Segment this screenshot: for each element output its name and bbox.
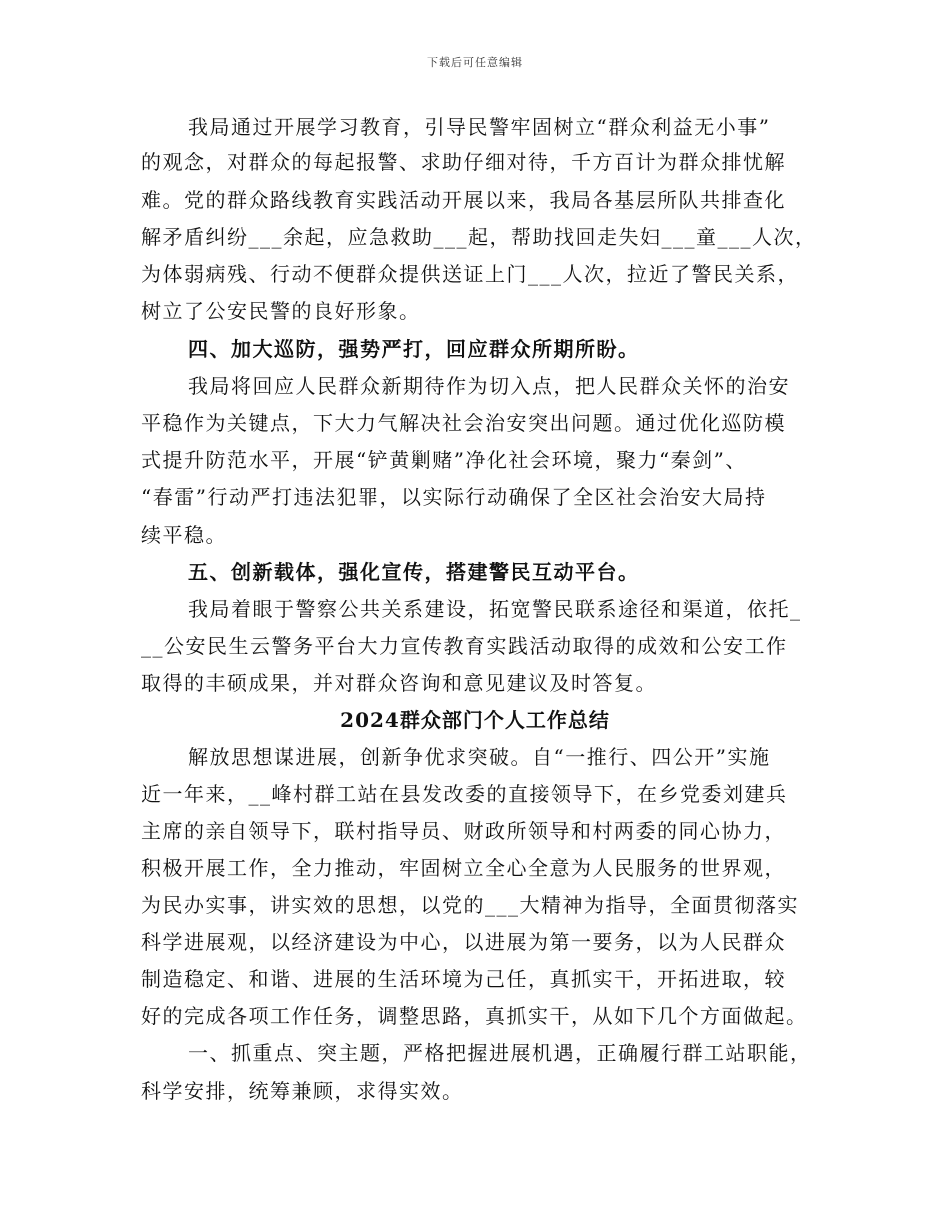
paragraph-line: “春雷”行动严打违法犯罪，以实际行动确保了全区社会治安大局持 [141, 485, 767, 509]
paragraph-line: 取得的丰硕成果，并对群众咨询和意见建议及时答复。 [141, 671, 657, 695]
paragraph-line: 解放思想谋进展，创新争优求突破。自“一推行、四公开”实施 [188, 745, 771, 769]
paragraph-line: 解矛盾纠纷___余起，应急救助___起，帮助找回走失妇___童___人次， [141, 225, 817, 249]
paragraph-line: 树立了公安民警的良好形象。 [141, 299, 421, 323]
paragraph-line: __公安民生云警务平台大力宣传教育实践活动取得的成效和公安工作 [141, 634, 788, 658]
paragraph-line: 好的完成各项工作任务，调整思路，真抓实干，从如下几个方面做起。 [141, 1004, 808, 1028]
paragraph-line: 我局将回应人民群众新期待作为切入点，把人民群众关怀的治安 [188, 374, 790, 398]
paragraph-line: 科学进展观，以经济建设为中心，以进展为第一要务，以为人民群众 [141, 930, 786, 954]
paragraph-line: 为民办实事，讲实效的思想，以党的___大精神为指导，全面贯彻落实 [141, 893, 799, 917]
paragraph-line: 平稳作为关键点，下大力气解决社会治安突出问题。通过优化巡防模 [141, 411, 786, 435]
section-heading: 四、加大巡防，强势严打，回应群众所期所盼。 [188, 337, 640, 361]
paragraph-line: 为体弱病残、行动不便群众提供送证上门___人次，拉近了警民关系， [141, 262, 799, 286]
paragraph-line: 我局着眼于警察公共关系建设，拓宽警民联系途径和渠道，依托_ [188, 597, 802, 621]
paragraph-line: 主席的亲自领导下，联村指导员、财政所领导和村两委的同心协力， [141, 819, 786, 843]
paragraph-line: 的观念，对群众的每起报警、求助仔细对待，千方百计为群众排忧解 [141, 150, 786, 174]
paragraph-line: 续平稳。 [141, 523, 227, 547]
paragraph-line: 科学安排，统筹兼顾，求得实效。 [141, 1079, 464, 1103]
paragraph-line: 一、抓重点、突主题，严格把握进展机遇，正确履行群工站职能， [188, 1041, 812, 1065]
section-heading: 五、创新载体，强化宣传，搭建警民互动平台。 [188, 560, 640, 584]
paragraph-line: 式提升防范水平，开展“铲黄剿赌”净化社会环境，聚力“秦剑”、 [141, 448, 747, 472]
paragraph-line: 我局通过开展学习教育，引导民警牢固树立“群众利益无小事” [188, 115, 771, 139]
paragraph-line: 难。党的群众路线教育实践活动开展以来，我局各基层所队共排查化 [141, 188, 786, 212]
document-title: 2024群众部门个人工作总结 [340, 708, 610, 732]
paragraph-line: 积极开展工作，全力推动，牢固树立全心全意为人民服务的世界观， [141, 856, 786, 880]
paragraph-line: 近一年来，__峰村群工站在县发改委的直接领导下，在乡党委刘建兵 [141, 782, 788, 806]
paragraph-line: 制造稳定、和谐、进展的生活环境为己任，真抓实干，开拓进取，较 [141, 967, 786, 991]
page-header: 下载后可任意编辑 [427, 56, 523, 69]
